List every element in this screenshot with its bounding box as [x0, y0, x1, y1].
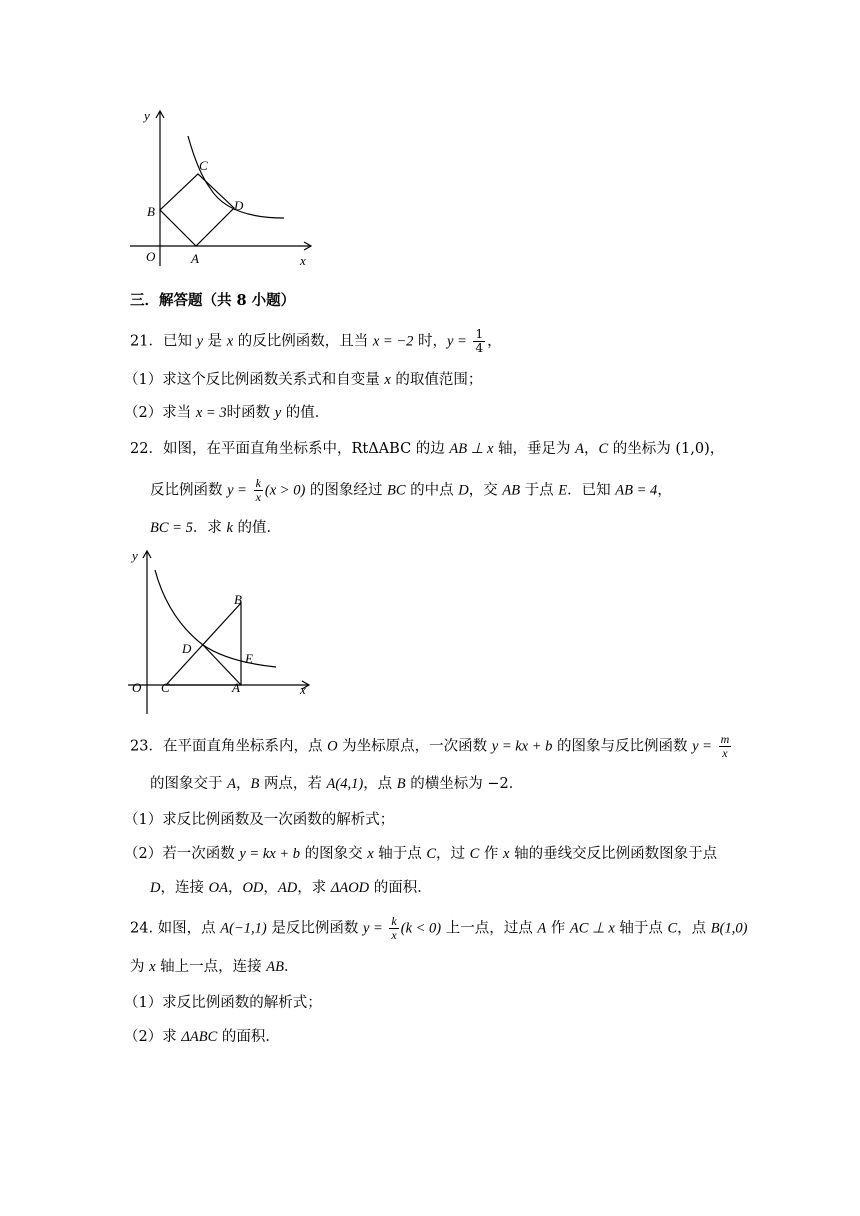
- fig2-label-x: x: [300, 682, 306, 697]
- q23-part-1: （1）求反比例函数及一次函数的解析式；: [124, 812, 395, 828]
- fig2-label-y: y: [132, 548, 138, 563]
- q21-fraction: $\frac{1}{4}$: [475, 327, 484, 355]
- q21-line-1: 21．已知 y 是 x 的反比例函数，且当 x = −2 时，y = $\frac{1}{4}$ ，: [130, 327, 502, 355]
- q21-part-2: （2）求当 x = 3时函数 y 的值．: [124, 405, 330, 421]
- q22-line-3: BC = 5．求 k 的值．: [150, 520, 281, 536]
- q24-fraction: $\frac{k}{x}$: [391, 914, 397, 942]
- fig2-segment-da: [203, 645, 241, 685]
- fig1-label-y: y: [144, 108, 150, 123]
- q23-line-1: 23．在平面直角坐标系内，点 O 为坐标原点，一次函数 y = kx + b 的图象与反比例函数 y = $\frac{m}{x}$: [130, 732, 730, 760]
- q23-part-2-line-1: （2）若一次函数 y = kx + b 的图象交 x 轴于点 C，过 C 作 x 轴的垂线交反比例函数图象于点: [124, 846, 718, 862]
- figure-2-triangle-hyperbola: [128, 546, 318, 718]
- q23-line-2: 的图象交于 A，B 两点，若 A(4,1)，点 B 的横坐标为 −2．: [150, 776, 524, 792]
- q24-part-1: （1）求反比例函数的解析式；: [124, 995, 322, 1011]
- fig1-label-a: A: [191, 251, 199, 266]
- fig2-label-o: O: [132, 680, 142, 695]
- fig1-label-x: x: [300, 253, 306, 266]
- fig1-label-c: C: [199, 158, 208, 173]
- fig1-label-o: O: [146, 249, 156, 264]
- fig2-label-d: D: [182, 641, 192, 656]
- fig2-hyperbola: [155, 570, 276, 667]
- q24-line-2: 为 x 轴上一点，连接 AB．: [130, 959, 299, 975]
- q21-part-1: （1）求这个反比例函数关系式和自变量 x 的取值范围；: [124, 372, 483, 388]
- fig2-label-c: C: [161, 680, 170, 695]
- q22-line-1: 22．如图，在平面直角坐标系中，RtΔABC 的边 AB ⊥ x 轴，垂足为 A，C 的坐标为 (1,0)，: [130, 441, 725, 457]
- fig2-label-b: B: [234, 592, 242, 607]
- q22-line-2: 反比例函数 y = $\frac{k}{x}$ (x > 0) 的图象经过 BC 的中点 D，交 AB 于点 E．已知 AB = 4，: [150, 476, 672, 504]
- fig1-label-b: B: [147, 204, 155, 219]
- q23-part-2-line-2: D，连接 OA，OD，AD，求 ΔAOD 的面积．: [150, 880, 432, 896]
- q24-line-1: 24. 如图，点 A(−1,1) 是反比例函数 y = $\frac{k}{x}$ (k < 0) 上一点，过点 A 作 AC ⊥ x 轴于点 C，点 B(1,0): [130, 914, 748, 942]
- fig1-square-abcd: [160, 174, 234, 246]
- q22-fraction: $\frac{k}{x}$: [255, 476, 261, 504]
- fig2-label-e: E: [245, 651, 253, 666]
- q24-part-2: （2）求 ΔABC 的面积．: [124, 1029, 280, 1045]
- section-heading: 三．解答题（共 8 小题）: [130, 292, 296, 309]
- fig2-label-a: A: [232, 680, 240, 695]
- fig1-label-d: D: [234, 198, 244, 213]
- q23-fraction: $\frac{m}{x}$: [720, 732, 730, 760]
- figure-1-square-hyperbola: [128, 106, 318, 266]
